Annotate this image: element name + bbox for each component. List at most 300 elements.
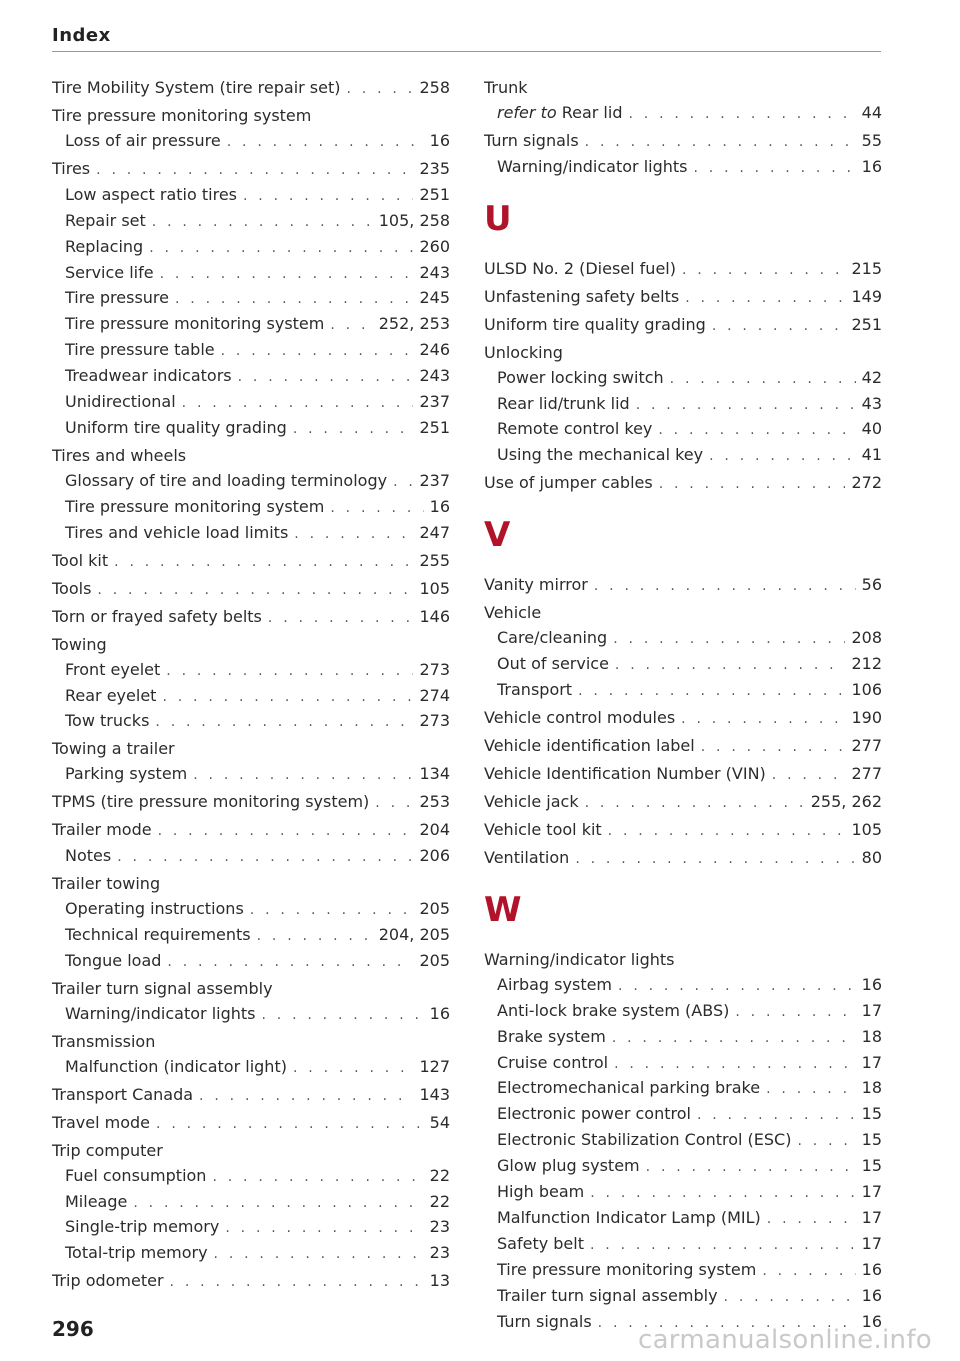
section-letter-w: W — [484, 889, 522, 930]
entry-term — [65, 495, 324, 520]
dot-leader — [152, 210, 373, 235]
entry-text: Unlocking — [484, 342, 563, 362]
dot-leader — [347, 77, 414, 102]
index-subentry — [484, 366, 882, 392]
entry-term — [484, 601, 541, 626]
entry-text: Tire pressure monitoring system — [52, 106, 312, 125]
entry-term — [65, 521, 288, 546]
entry-text: Electronic Stabilization Control (ESC) — [497, 1130, 792, 1150]
entry-term — [497, 1051, 608, 1076]
dot-leader — [133, 1191, 423, 1216]
entry-page-number: 105 — [851, 819, 882, 839]
entry-term — [484, 471, 653, 496]
entry-term — [52, 1111, 150, 1136]
entry-term — [52, 633, 107, 658]
index-entry — [484, 471, 882, 497]
entry-page-number: 106 — [851, 679, 882, 699]
entry-term — [52, 577, 91, 602]
index-subentry — [484, 417, 882, 443]
dot-leader — [697, 1103, 856, 1128]
entry-page-number: 190 — [851, 707, 882, 727]
entry-page-number: 17 — [861, 1052, 882, 1072]
entry-page-number: 255, 262 — [810, 791, 882, 811]
entry-text: Care/cleaning — [497, 628, 608, 648]
entry-text: Unfastening safety belts — [484, 286, 680, 306]
entry-text: Treadwear indicators — [65, 366, 232, 386]
entry-term — [497, 1206, 761, 1231]
entry-term — [497, 1310, 592, 1335]
entry-text: Loss of air pressure — [65, 130, 221, 150]
index-entry — [484, 341, 882, 366]
index-entry — [52, 104, 450, 129]
dot-leader — [114, 550, 413, 575]
entry-term — [497, 443, 703, 468]
index-entry — [484, 76, 882, 101]
entry-page-number: 205 — [419, 950, 450, 970]
entry-text: Low aspect ratio tires — [65, 184, 237, 204]
entry-term — [65, 1055, 287, 1080]
entry-text: Airbag system — [497, 974, 613, 994]
entry-page-number: 16 — [861, 156, 882, 176]
entry-page-number: 273 — [419, 659, 450, 679]
entry-text: Malfunction Indicator Lamp (MIL) — [497, 1207, 761, 1227]
entry-text: Vehicle — [484, 603, 542, 623]
index-entry — [52, 790, 450, 816]
entry-text: TPMS (tire pressure monitoring system) — [52, 792, 370, 812]
entry-term — [52, 1083, 193, 1108]
entry-term — [52, 444, 186, 469]
entry-term — [497, 626, 607, 651]
entry-page-number: 42 — [861, 367, 882, 387]
entry-text: Turn signals — [484, 130, 579, 150]
dot-leader — [608, 819, 846, 844]
entry-page-number: 212 — [851, 654, 882, 674]
entry-term — [65, 286, 169, 311]
entry-text: Mileage — [65, 1191, 128, 1211]
entry-term — [52, 737, 175, 762]
dot-leader — [155, 710, 413, 735]
entry-page-number: 260 — [419, 236, 450, 256]
entry-term — [52, 549, 108, 574]
index-entry — [52, 1030, 450, 1055]
entry-term — [65, 364, 232, 389]
entry-term — [484, 573, 588, 598]
entry-page-number: 17 — [861, 1000, 882, 1020]
index-entry — [52, 577, 450, 603]
entry-term — [65, 1002, 255, 1027]
entry-term — [484, 790, 579, 815]
entry-text: Uniform tire quality grading — [484, 314, 706, 334]
dot-leader — [709, 444, 856, 469]
entry-page-number: 251 — [851, 314, 882, 334]
entry-page-number: 16 — [861, 1285, 882, 1305]
dot-leader — [614, 1052, 856, 1077]
index-subentry — [52, 844, 450, 870]
index-entry — [52, 1269, 450, 1295]
index-column-left — [52, 76, 450, 1295]
index-entry — [484, 846, 882, 872]
page-number: 296 — [52, 1317, 94, 1341]
entry-term — [497, 1025, 606, 1050]
entry-term — [65, 923, 251, 948]
entry-text: Towing — [52, 634, 107, 654]
dot-leader — [227, 130, 424, 155]
dot-leader — [167, 950, 413, 975]
entry-page-number: 16 — [861, 974, 882, 994]
index-entry — [484, 790, 882, 816]
index-entry — [52, 549, 450, 575]
index-subentry — [484, 626, 882, 652]
index-subentry — [484, 1180, 882, 1206]
entry-page-number: 245 — [419, 288, 450, 308]
entry-text: Torn or frayed safety belts — [52, 606, 262, 626]
dot-leader — [767, 1207, 856, 1232]
index-entry — [484, 818, 882, 844]
index-subentry — [484, 1025, 882, 1051]
entry-page-number: 253 — [419, 792, 450, 812]
entry-term — [65, 209, 146, 234]
index-entry — [484, 762, 882, 788]
index-subentry — [52, 338, 450, 364]
dot-leader — [658, 418, 855, 443]
dot-leader — [701, 735, 846, 760]
index-entry — [484, 257, 882, 283]
index-subentry — [484, 1102, 882, 1128]
dot-leader — [646, 1155, 856, 1180]
dot-leader — [724, 1285, 856, 1310]
index-subentry — [52, 1055, 450, 1081]
dot-leader — [294, 522, 413, 547]
entry-text: Transport Canada — [52, 1084, 194, 1104]
index-subentry — [52, 1164, 450, 1190]
index-entry — [484, 734, 882, 760]
entry-text: Transport — [497, 679, 573, 699]
entry-term — [52, 1030, 155, 1055]
dot-leader — [182, 391, 414, 416]
entry-term — [65, 416, 287, 441]
entry-term — [65, 709, 149, 734]
dot-leader — [615, 653, 846, 678]
entry-term — [65, 312, 324, 337]
dot-leader — [575, 847, 855, 872]
entry-page-number: 272 — [851, 473, 882, 493]
dot-leader — [590, 1233, 856, 1258]
entry-term — [484, 257, 676, 282]
entry-term — [497, 652, 609, 677]
dot-leader — [214, 1242, 424, 1267]
entry-page-number: 16 — [861, 1311, 882, 1331]
entry-text: Trip computer — [52, 1140, 163, 1160]
dot-leader — [712, 314, 846, 339]
index-subentry — [52, 183, 450, 209]
entry-text: Tires and wheels — [52, 445, 187, 465]
entry-text: Vehicle jack — [484, 791, 579, 811]
index-entry — [52, 633, 450, 658]
dot-leader — [578, 679, 845, 704]
entry-prefix: refer to — [497, 102, 557, 122]
dot-leader — [330, 496, 423, 521]
entry-term — [484, 341, 563, 366]
entry-text: Out of service — [497, 654, 609, 674]
entry-term — [497, 1232, 584, 1257]
entry-text: Vehicle identification label — [484, 735, 695, 755]
entry-page-number: 16 — [429, 496, 450, 516]
entry-page-number: 255 — [419, 550, 450, 570]
index-subentry — [52, 312, 450, 338]
entry-page-number: 251 — [419, 184, 450, 204]
entry-term — [497, 1154, 640, 1179]
entry-term — [65, 469, 387, 494]
entry-page-number: 44 — [861, 102, 882, 122]
entry-page-number: 127 — [419, 1056, 450, 1076]
entry-term — [65, 844, 111, 869]
entry-text: Turn signals — [497, 1311, 592, 1331]
entry-page-number: 18 — [861, 1026, 882, 1046]
entry-page-number: 247 — [419, 522, 450, 542]
dot-leader — [117, 845, 413, 870]
entry-text: Use of jumper cables — [484, 473, 653, 493]
dot-leader — [375, 791, 413, 816]
entry-text: Safety belt — [497, 1233, 584, 1253]
entry-page-number: 13 — [429, 1271, 450, 1291]
entry-text: Parking system — [65, 764, 188, 784]
entry-text: Warning/indicator lights — [484, 949, 675, 969]
dot-leader — [681, 707, 845, 732]
index-subentry — [52, 390, 450, 416]
index-subentry — [52, 495, 450, 521]
entry-text: Operating instructions — [65, 899, 244, 919]
entry-page-number: 56 — [861, 575, 882, 595]
index-entry — [52, 1139, 450, 1164]
dot-leader — [238, 365, 414, 390]
entry-term — [65, 1215, 219, 1240]
entry-term — [52, 872, 160, 897]
index-subentry — [52, 709, 450, 735]
dot-leader — [261, 1003, 423, 1028]
index-subentry — [52, 658, 450, 684]
entry-text: Tool kit — [52, 550, 109, 570]
index-entry — [52, 737, 450, 762]
index-subentry — [52, 286, 450, 312]
dot-leader — [585, 791, 805, 816]
index-subentry — [52, 469, 450, 495]
entry-term — [52, 818, 152, 843]
dot-leader — [170, 1270, 424, 1295]
entry-term — [65, 183, 237, 208]
entry-text: Tire Mobility System (tire repair set) — [52, 78, 341, 97]
dot-leader — [162, 685, 413, 710]
index-entry — [484, 706, 882, 732]
entry-text: Warning/indicator lights — [497, 156, 688, 176]
entry-page-number: 215 — [851, 258, 882, 278]
entry-term — [65, 1241, 208, 1266]
entry-text: Tire pressure monitoring system — [65, 496, 325, 516]
entry-term — [497, 1076, 760, 1101]
entry-text: Replacing — [65, 236, 144, 256]
entry-text: Tires and vehicle load limits — [65, 522, 289, 542]
index-subentry — [52, 521, 450, 547]
entry-text: Trailer mode — [52, 820, 152, 840]
dot-leader — [158, 819, 414, 844]
entry-text: Towing a trailer — [52, 739, 175, 759]
index-subentry — [52, 923, 450, 949]
entry-term — [65, 390, 176, 415]
entry-page-number: 17 — [861, 1207, 882, 1227]
dot-leader — [250, 898, 414, 923]
entry-page-number: 105 — [419, 578, 450, 598]
dot-leader — [221, 339, 414, 364]
entry-text: Tire pressure monitoring system — [65, 314, 325, 334]
entry-page-number: 252, 253 — [378, 314, 450, 334]
entry-page-number: 246 — [419, 340, 450, 360]
entry-text: Rear lid — [561, 102, 623, 122]
entry-term — [65, 949, 161, 974]
entry-term — [52, 977, 273, 1002]
entry-page-number: 208 — [851, 628, 882, 648]
entry-term — [52, 790, 369, 815]
entry-term — [65, 1190, 127, 1215]
index-column-right — [484, 76, 882, 1335]
index-entry — [52, 605, 450, 631]
dot-leader — [685, 286, 845, 311]
index-entry — [52, 1111, 450, 1137]
entry-page-number: 22 — [429, 1165, 450, 1185]
entry-page-number: 22 — [429, 1191, 450, 1211]
index-subentry — [52, 209, 450, 235]
entry-term — [484, 734, 695, 759]
header-divider — [52, 51, 881, 52]
entry-page-number: 23 — [429, 1217, 450, 1237]
entry-term — [65, 762, 187, 787]
index-subentry — [484, 1076, 882, 1102]
entry-text: Using the mechanical key — [497, 445, 704, 465]
dot-leader — [149, 236, 413, 261]
entry-term — [52, 157, 90, 182]
entry-text: Tools — [52, 578, 92, 598]
entry-page-number: 16 — [429, 1003, 450, 1023]
index-subentry — [52, 235, 450, 261]
entry-page-number: 243 — [419, 366, 450, 386]
entry-page-number: 105, 258 — [378, 210, 450, 230]
index-subentry — [52, 364, 450, 390]
entry-page-number: 146 — [419, 606, 450, 626]
entry-page-number: 237 — [419, 392, 450, 412]
index-subentry — [484, 1206, 882, 1232]
index-subentry — [52, 684, 450, 710]
dot-leader — [97, 578, 413, 603]
entry-text: Unidirectional — [65, 392, 176, 412]
entry-term — [497, 678, 572, 703]
entry-text: Trailer turn signal assembly — [497, 1285, 718, 1305]
entry-page-number: 277 — [851, 763, 882, 783]
entry-text: Tire pressure — [65, 288, 169, 308]
entry-text: Tires — [52, 158, 91, 178]
dot-leader — [175, 287, 413, 312]
entry-text: Brake system — [497, 1026, 606, 1046]
entry-term — [497, 1128, 791, 1153]
entry-term — [484, 762, 766, 787]
entry-text: Warning/indicator lights — [65, 1003, 256, 1023]
entry-term — [497, 999, 729, 1024]
entry-text: Tow trucks — [65, 711, 150, 731]
entry-term — [484, 285, 679, 310]
entry-text: Trailer turn signal assembly — [52, 978, 273, 998]
entry-page-number: 149 — [851, 286, 882, 306]
dot-leader — [166, 659, 413, 684]
index-entry — [52, 444, 450, 469]
dot-leader — [293, 417, 414, 442]
entry-page-number: 206 — [419, 846, 450, 866]
entry-page-number: 43 — [861, 393, 882, 413]
entry-page-number: 251 — [419, 417, 450, 437]
dot-leader — [797, 1129, 855, 1154]
index-subentry — [484, 1284, 882, 1310]
entry-term — [484, 706, 675, 731]
entry-text: Rear lid/trunk lid — [497, 393, 630, 413]
entry-page-number: 54 — [429, 1112, 450, 1132]
entry-text: Cruise control — [497, 1052, 609, 1072]
index-subentry — [484, 999, 882, 1025]
dot-leader — [659, 472, 846, 497]
entry-term — [484, 76, 528, 101]
dot-leader — [160, 262, 414, 287]
dot-leader — [772, 763, 846, 788]
entry-text: Total-trip memory — [65, 1243, 208, 1263]
entry-page-number: 16 — [429, 130, 450, 150]
entry-term — [497, 101, 622, 126]
dot-leader — [199, 1084, 413, 1109]
entry-term — [497, 1258, 756, 1283]
index-subentry — [484, 1154, 882, 1180]
index-subentry — [52, 1241, 450, 1267]
entry-page-number: 15 — [861, 1104, 882, 1124]
entry-page-number: 273 — [419, 711, 450, 731]
entry-text: Notes — [65, 846, 112, 866]
entry-page-number: 40 — [861, 419, 882, 439]
entry-page-number: 15 — [861, 1156, 882, 1176]
index-subentry — [52, 416, 450, 442]
entry-text: Vehicle control modules — [484, 707, 676, 727]
entry-page-number: 235 — [419, 158, 450, 178]
dot-leader — [257, 924, 373, 949]
entry-text: Rear eyelet — [65, 685, 157, 705]
entry-text: Trailer towing — [52, 874, 161, 894]
entry-term — [52, 1139, 163, 1164]
entry-term — [65, 129, 221, 154]
entry-text: Vanity mirror — [484, 575, 588, 595]
index-entry — [484, 285, 882, 311]
dot-leader — [225, 1216, 423, 1241]
dot-leader — [636, 393, 856, 418]
index-subentry — [484, 392, 882, 418]
entry-term — [497, 973, 612, 998]
entry-text: Vehicle tool kit — [484, 819, 602, 839]
entry-page-number: 205 — [419, 899, 450, 919]
page-title: Index — [52, 25, 111, 46]
index-subentry — [484, 1128, 882, 1154]
index-subentry — [484, 155, 882, 181]
entry-text: Power locking switch — [497, 367, 664, 387]
section-letter-u: U — [484, 198, 512, 239]
entry-page-number: 41 — [861, 445, 882, 465]
entry-page-number: 237 — [419, 470, 450, 490]
entry-term — [484, 948, 674, 973]
dot-leader — [212, 1165, 423, 1190]
index-entry — [52, 157, 450, 183]
entry-text: Electronic power control — [497, 1104, 691, 1124]
entry-term — [65, 897, 244, 922]
index-subentry — [484, 443, 882, 469]
